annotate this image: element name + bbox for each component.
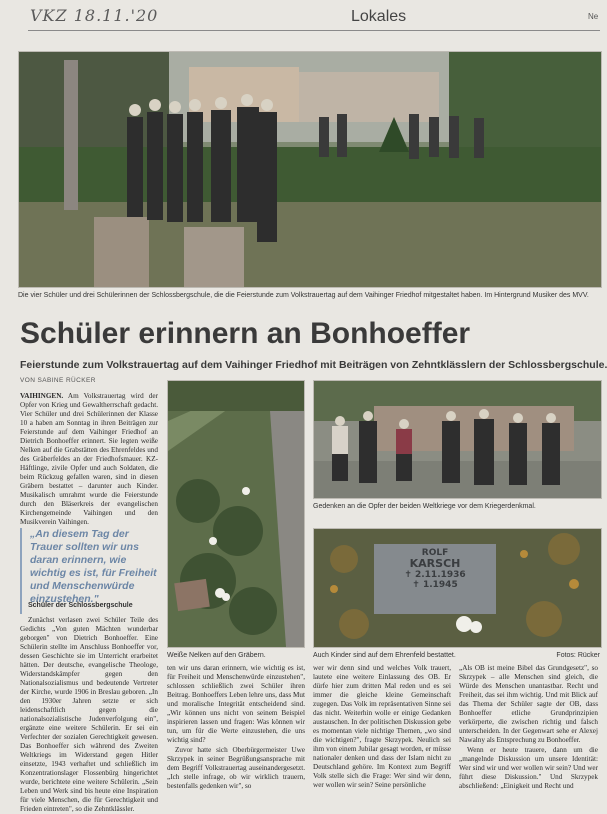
article-intro-text: Am Volkstrauertag wird der Opfer von Krieg und Gewaltherrschaft gedacht. Vier Schüler und drei Schülerinnen der Klasse 10 a haben am Sonntag in ihren Beiträgen zur Feierstunde auf dem Vaihinger Friedhof an Dietrich Bonhoeffer erinnert. Sie legten weiße Nelken auf die Grabstätten des Ehrenfeldes und des Gräberfeldes an der Friedhofsmauer. KZ-Häftlinge, zivile Opfer und auch Soldaten, die beim Rückzug gefallen waren, sind in diesen Gräbern bestattet – darunter auch Kinder. Musikalisch umrahmt wurde die Feierstunde durch den Bläserkreis der evangelischen Kirchengemeinde Vaihingen und den Musikverein Vaihingen. — [20, 392, 158, 526]
memorial-caption: Gedenken an die Opfer der beiden Weltkriege vor dem Kriegerdenkmal. — [313, 503, 536, 510]
article-col2-body2: Zuvor hatte sich Oberbürgermeister Uwe Skrzypek in seiner Begrüßungsansprache mit dem Begriff Volkstrauertag auseinandergesetzt. „Ich stelle infrage, ob wir wirklich trauern, bestenfalls gedenken wir", so — [167, 746, 305, 790]
carnations-photo — [167, 380, 305, 648]
gravestone-line: ROLF — [421, 548, 449, 558]
article-col4-body2: Wenn er heute trauere, dann um die „mangelnde Diskussion um unsere Identität: Wer sind wir und wer wollen wir sein? Und wer führt diese Diskussion." Und Skrzypek abschließend: „Einigkeit und Recht und — [459, 746, 598, 790]
gravestone-photo — [313, 528, 602, 648]
gravestone-inscription — [374, 548, 496, 590]
article-headline: Schüler erinnern an Bonhoeffer — [20, 317, 471, 350]
article-intro-column — [20, 392, 158, 524]
memorial-photo-illustration — [314, 381, 601, 498]
main-photo-illustration — [19, 52, 601, 287]
article-col4-body: „Als OB ist meine Bibel das Grundgesetz", so Skrzypek – alle Menschen sind gleich, die Würde des Menschen unantastbar. Recht und Freiheit, das sei ihm wichtig. Und mit Blick auf das Thema der Schüler sagte der OB, dass Bonhoeffer etliche Grundprinzipien verkörperte, die zwischen richtig und falsch unterscheiden. In der Gegenwart sehe er Alexej Nawalny als Entsprechung zu Bonhoeffer. — [459, 664, 598, 744]
carnations-caption: Weiße Nelken auf den Gräbern. — [167, 652, 266, 659]
handwritten-date: VKZ 18.11.'20 — [30, 6, 159, 25]
header-rule — [28, 30, 600, 31]
gravestone-line: ✝ 1.1945 — [412, 580, 458, 590]
article-subheadline: Feierstunde zum Volkstrauertag auf dem Vaihinger Friedhof mit Beiträgen von Zehntklässlern der Schlossbergschule. — [20, 359, 607, 371]
article-author: VON SABINE RÜCKER — [20, 377, 96, 384]
article-col3-body: wer wir denn sind und welches Volk trauert, lautete eine weitere Einlassung des OB. Er dürfe hier zum dritten Mal reden und es sei immer die gleiche kleine Gemeinschaft zugegen. Das Volk im repräsentativen Sinne sei das nicht. Weiterhin wolle er einige Gedanken austauschen. In der politischen Diskussion gebe es momentan viele nichtige Themen, „wo sind die wichtigen?", fragte Skrzypek. Neulich sei ihm von einem Jubilar gesagt worden, er müsse nationaler denken und dass der Islam nicht zu Deutschland gehöre. Im Kontext zum Begriff Volk stelle sich die Frage: Wer sind wir denn, wer wollen wir sein? Seine persönliche — [313, 664, 451, 789]
pull-quote-source: Schüler der Schlossbergschule — [28, 602, 133, 609]
article-column-4 — [459, 664, 598, 800]
memorial-photo — [313, 380, 602, 499]
article-column-3 — [313, 664, 451, 800]
article-col1-body: Zunächst verlasen zwei Schüler Teile des Gedichts „Von guten Mächten wunderbar geborgen" von Dietrich Bonhoeffer. Eine Schülerin stellte im Anschluss Bonhoeffer vor, dessen Geschichte sie im Unterricht erarbeitet hätten. Der deutsche, evangelische Theologe, Widerstandskämpfer gegen den Nationalsozialismus und bedeutende Vertreter der Kirche, wurde 1906 in Breslau geboren. „In den 1930er Jahren setzte er sich leidenschaftlich gegen die nationalsozialistische Judenverfolgung ein", ergänzte eine weitere Schülerin. Er sei ein Verfechter der sozialen Gerechtigkeit gewesen. Das Bonhoeffer sich während des Zweiten Weltkriegs im Widerstand gegen Hitler einsetzte, 1943 verhaftet und schließlich im Konzentrationslager Flossenbürg hingerichtet wurde, berichtete eine weitere Schülerin. „Sein Leben und Werk sind bis heute eine Inspiration für viele Menschen, die für Gerechtigkeit und Frieden eintreten", so die Zehntklässler. — [20, 616, 158, 813]
carnations-photo-illustration — [168, 381, 304, 647]
article-column-2 — [167, 664, 305, 800]
main-photo-caption: Die vier Schüler und drei Schülerinnen der Schlossbergschule, die die Feierstunde zum Volkstrauertag auf dem Vaihinger Friedhof mitgestaltet haben. Im Hintergrund Musiker des MVV. — [18, 292, 589, 299]
dateline: VAIHINGEN. — [20, 392, 64, 400]
pull-quote-text: „An diesem Tag der Trauer sollten wir uns daran erinnern, wie wichtig es ist, für Freiheit und Menschenwürde einzustehen." — [30, 528, 157, 605]
section-title: Lokales — [351, 8, 407, 25]
main-photo — [18, 51, 602, 288]
photo-credit: Fotos: Rücker — [556, 652, 600, 659]
article-col2-body: ten wir uns daran erinnern, wie wichtig es ist, für Freiheit und Menschenwürde einzustehen", schlossen schließlich zwei Schüler ihren Beitrag. Bonhoeffers Leben lehre uns, dass Mut und moralische Integrität entscheidend sind. „Wir können uns nicht von seinem Beispiel inspirieren lassen und fragen: Was können wir tun, um für die Werte einzustehen, die uns wichtig sind? — [167, 664, 305, 744]
article-column-1 — [20, 616, 158, 813]
gravestone-line: ✝ 2.11.1936 — [404, 570, 466, 580]
gravestone-caption: Auch Kinder sind auf dem Ehrenfeld bestattet. — [313, 652, 456, 659]
edge-text: Ne — [588, 12, 599, 21]
gravestone-line: KARSCH — [409, 557, 461, 570]
